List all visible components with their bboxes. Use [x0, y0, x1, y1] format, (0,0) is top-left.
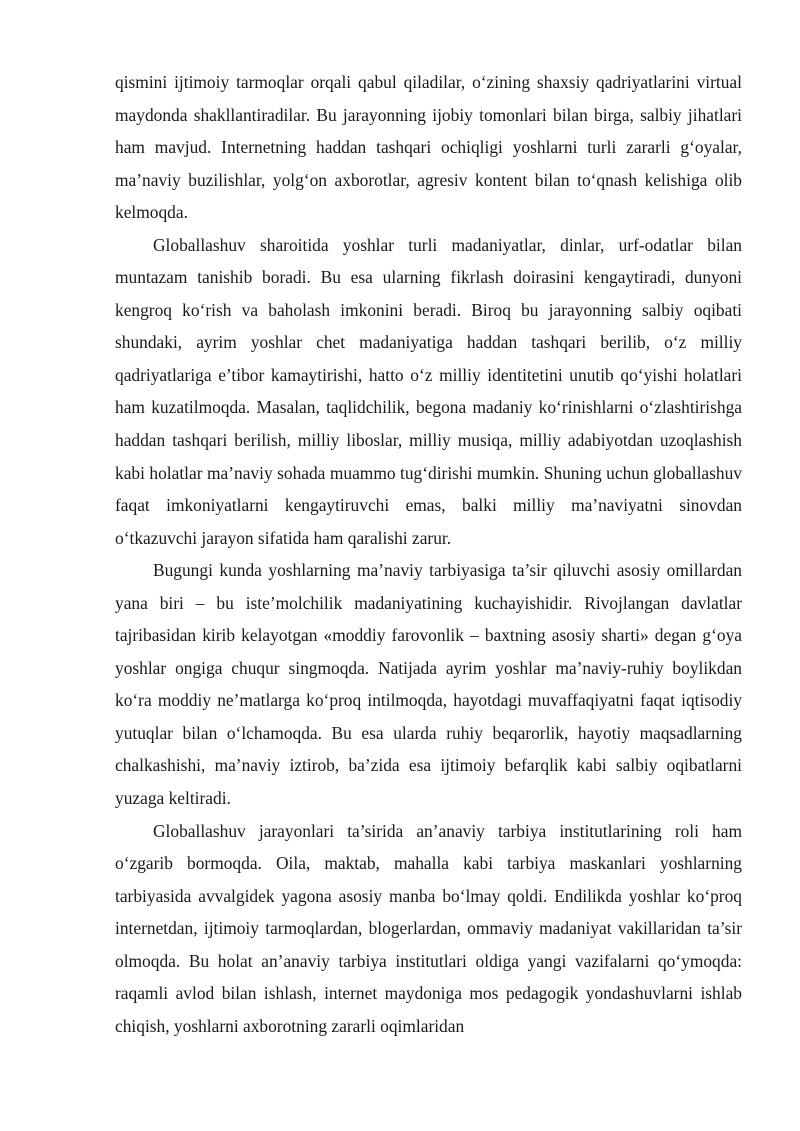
- paragraph-4: Globallashuv jarayonlari ta’sirida an’anaviy tarbiya institutlarining roli ham o‘zgarib bormoqda. Oila, maktab, mahalla kabi tarbiya maskanlari yoshlarning tarbiyasida avvalgidek yagona asosiy manba bo‘lmay qoldi. Endilikda yoshlar ko‘proq internetdan, ijtimoiy tarmoqlardan, blogerlardan, ommaviy madaniyat vakillaridan ta’sir olmoqda. Bu holat an’anaviy tarbiya institutlari oldiga yangi vazifalarni qo‘ymoqda: raqamli avlod bilan ishlash, internet maydoniga mos pedagogik yondashuvlarni ishlab chiqish, yoshlarni axborotning zararli oqimlaridan: [115, 820, 742, 1036]
- paragraph-1: qismini ijtimoiy tarmoqlar orqali qabul qiladilar, o‘zining shaxsiy qadriyatlarini virtual maydonda shakllantiradilar. Bu jarayonning ijobiy tomonlari bilan birga, salbiy jihatlari ham mavjud. Internetning haddan tashqari ochiqligi yoshlarni turli zararli g‘oyalar, ma’naviy buzilishlar, yolg‘on axborotlar, agresiv kontent bilan to‘qnash kelishiga olib kelmoqda.: [115, 72, 742, 223]
- paragraph-3: Bugungi kunda yoshlarning ma’naviy tarbiyasiga ta’sir qiluvchi asosiy omillardan yana biri – bu iste’molchilik madaniyatining kuchayishidir. Rivojlangan davlatlar tajribasidan kirib kelayotgan «moddiy farovonlik – baxtning asosiy sharti» degan g‘oya yoshlar ongiga chuqur singmoqda. Natijada ayrim yoshlar ma’naviy-ruhiy boylikdan ko‘ra moddiy ne’matlarga ko‘proq intilmoqda, hayotdagi muvaffaqiyatni faqat iqtisodiy yutuqlar bilan o‘lchamoqda. Bu esa ularda ruhiy beqarorlik, hayotiy maqsadlarning chalkashishi, ma’naviy iztirob, ba’zida esa ijtimoiy befarqlik kabi salbiy oqibatlarni yuzaga keltiradi.: [115, 560, 742, 809]
- paragraph-2: Globallashuv sharoitida yoshlar turli madaniyatlar, dinlar, urf-odatlar bilan muntazam tanishib boradi. Bu esa ularning fikrlash doirasini kengaytiradi, dunyoni kengroq ko‘rish va baholash imkonini beradi. Biroq bu jarayonning salbiy oqibati shundaki, ayrim yoshlar chet madaniyatiga haddan tashqari berilib, o‘z milliy qadriyatlariga e’tibor kamaytirishi, hatto o‘z milliy identitetini unutib qo‘yishi holatlari ham kuzatilmoqda. Masalan, taqlidchilik, begona madaniy ko‘rinishlarni o‘zlashtirishga haddan tashqari berilish, milliy liboslar, milliy musiqa, milliy adabiyotdan uzoqlashish kabi holatlar ma’naviy sohada muammo tug‘dirishi mumkin. Shuning uchun globallashuv faqat imkoniyatlarni kengaytiruvchi emas, balki milliy ma’naviyatni sinovdan o‘tkazuvchi jarayon sifatida ham qaralishi zarur.: [115, 234, 742, 548]
- document-page: [115, 66, 742, 1042]
